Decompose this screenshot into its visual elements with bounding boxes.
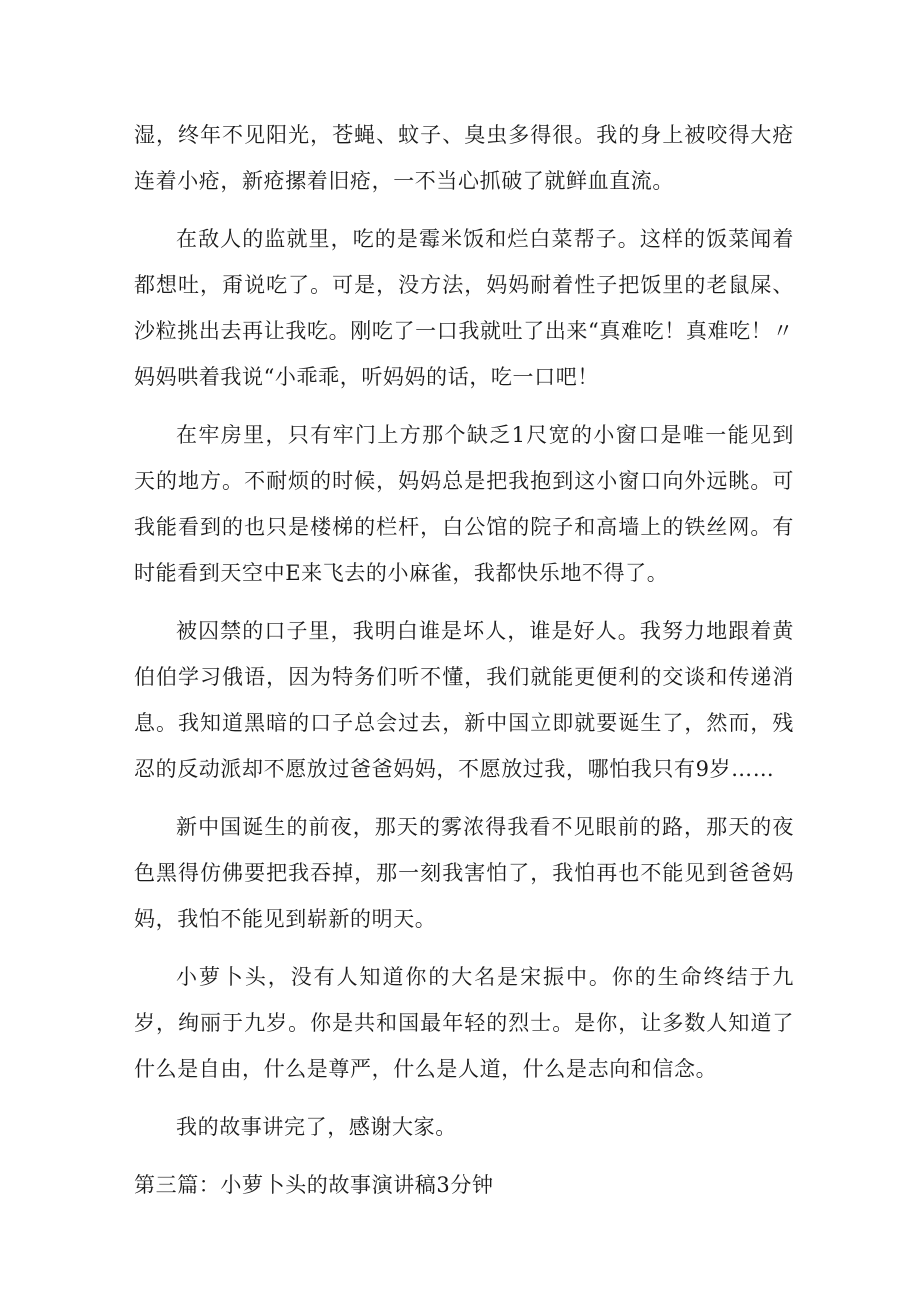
paragraph-6: 小萝卜头，没有人知道你的大名是宋振中。你的生命终结于九岁，绚丽于九岁。你是共和国最年轻的烈士。是你，让多数人知道了什么是自由，什么是尊严，什么是人道，什么是志向和信念。 (134, 965, 794, 1081)
paragraph-5: 新中国诞生的前夜，那天的雾浓得我看不见眼前的路，那天的夜色黑得仿佛要把我吞掉，那一刻我害怕了，我怕再也不能见到爸爸妈妈，我怕不能见到崭新的明天。 (134, 815, 794, 931)
section-heading: 第三篇：小萝卜头的故事演讲稿3分钟 (134, 1173, 494, 1197)
paragraph-2: 在敌人的监就里，吃的是霉米饭和烂白菜帮子。这样的饭菜闻着都想吐，甭说吃了。可是，没方法，妈妈耐着性子把饭里的老鼠屎、沙粒挑出去再让我吃。刚吃了一口我就吐了出来“真难吃！真难吃！〃妈妈哄着我说“小乖乖，听妈妈的话，吃一口吧！ (134, 227, 794, 389)
document-body (134, 112, 794, 1208)
paragraph-1: 湿，终年不见阳光，苍蝇、蚊子、臭虫多得很。我的身上被咬得大疮连着小疮，新疮摞着旧疮，一不当心抓破了就鲜血直流。 (134, 123, 794, 193)
paragraph-7: 我的故事讲完了，感谢大家。 (176, 1115, 457, 1139)
paragraph-4: 被囚禁的口子里，我明白谁是坏人，谁是好人。我努力地跟着黄伯伯学习俄语，因为特务们听不懂，我们就能更便利的交谈和传递消息。我知道黑暗的口子总会过去，新中国立即就要诞生了，然而，残忍的反动派却不愿放过爸爸妈妈，不愿放过我，哪怕我只有9岁…… (134, 619, 794, 781)
paragraph-3: 在牢房里，只有牢门上方那个缺乏1尺宽的小窗口是唯一能见到天的地方。不耐烦的时候，妈妈总是把我抱到这小窗口向外远眺。可我能看到的也只是楼梯的栏杆，白公馆的院子和高墙上的铁丝网。有时能看到天空中E来飞去的小麻雀，我都快乐地不得了。 (134, 423, 794, 585)
